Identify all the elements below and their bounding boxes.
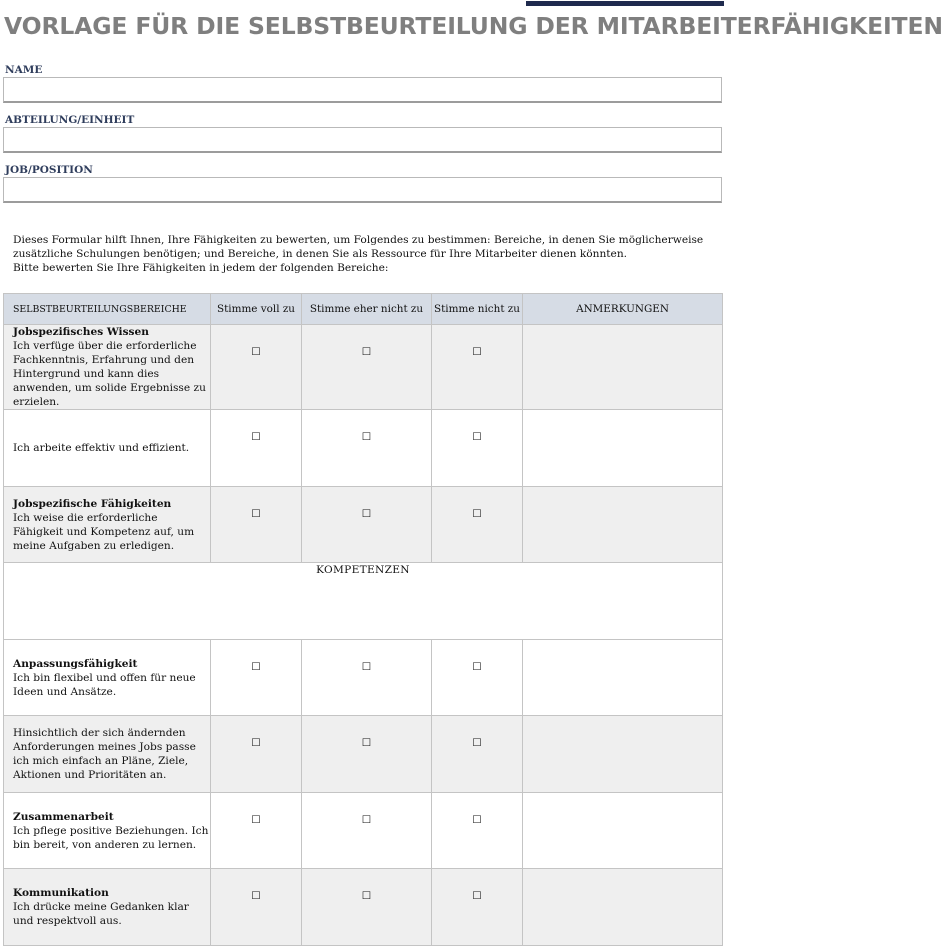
checkbox-somewhat-disagree[interactable]: ☐ <box>302 792 432 869</box>
checkbox-somewhat-disagree[interactable]: ☐ <box>302 325 432 410</box>
area-cell <box>4 792 211 869</box>
area-text: Ich drücke meine Gedanken klar und respektvoll aus. <box>13 901 189 927</box>
table-header-row <box>4 294 723 325</box>
department-label: ABTEILUNG/EINHEIT <box>5 114 135 126</box>
header-area: SELBSTBEURTEILUNGSBEREICHE <box>4 294 211 325</box>
checkbox-somewhat-disagree[interactable]: ☐ <box>302 486 432 563</box>
top-accent-bar <box>526 1 724 6</box>
name-input[interactable] <box>3 77 722 103</box>
department-input[interactable] <box>3 127 722 153</box>
area-title: Zusammenarbeit <box>13 810 114 823</box>
table-row <box>4 325 723 410</box>
area-cell <box>4 486 211 563</box>
comment-cell[interactable] <box>523 410 723 487</box>
area-cell <box>4 639 211 716</box>
checkbox-agree[interactable]: ☐ <box>211 716 302 793</box>
intro-instruction: Bitte bewerten Sie Ihre Fähigkeiten in jedem der folgenden Bereiche: <box>13 262 389 274</box>
assessment-table <box>3 293 723 946</box>
intro-paragraph: Dieses Formular hilft Ihnen, Ihre Fähigkeiten zu bewerten, um Folgendes zu bestimmen: Bereiche, in denen Sie möglicherweise zusätzliche Schulungen benötigen; und Bereiche, in denen Sie als Ressource für Ihre Mitarbeiter dienen könnten. <box>13 234 704 260</box>
checkbox-somewhat-disagree[interactable]: ☐ <box>302 410 432 487</box>
header-comments: ANMERKUNGEN <box>523 294 723 325</box>
comment-cell[interactable] <box>523 639 723 716</box>
area-title: Kommunikation <box>13 887 109 899</box>
table-row <box>4 792 723 869</box>
table-row <box>4 639 723 716</box>
checkbox-agree[interactable]: ☐ <box>211 639 302 716</box>
checkbox-disagree[interactable]: ☐ <box>432 325 523 410</box>
comment-cell[interactable] <box>523 869 723 946</box>
area-title: Anpassungsfähigkeit <box>13 657 138 670</box>
checkbox-disagree[interactable]: ☐ <box>432 486 523 563</box>
checkbox-agree[interactable]: ☐ <box>211 869 302 946</box>
area-text: Ich verfüge über die erforderliche Fachkenntnis, Erfahrung und den Hintergrund und kann dies anwenden, um solide Ergebnisse zu erzielen. <box>13 340 206 408</box>
area-cell <box>4 716 211 793</box>
position-label: JOB/POSITION <box>5 164 93 176</box>
page-title: VORLAGE FÜR DIE SELBSTBEURTEILUNG DER MITARBEITERFÄHIGKEITEN <box>4 12 943 40</box>
checkbox-disagree[interactable]: ☐ <box>432 792 523 869</box>
checkbox-disagree[interactable]: ☐ <box>432 639 523 716</box>
intro-text <box>13 233 718 275</box>
section-heading-competencies: KOMPETENZEN <box>4 563 723 640</box>
checkbox-somewhat-disagree[interactable]: ☐ <box>302 869 432 946</box>
comment-cell[interactable] <box>523 792 723 869</box>
header-disagree: Stimme nicht zu <box>432 294 523 325</box>
checkbox-disagree[interactable]: ☐ <box>432 410 523 487</box>
area-title: Jobspezifische Fähigkeiten <box>13 497 172 510</box>
checkbox-disagree[interactable]: ☐ <box>432 869 523 946</box>
area-title: Jobspezifisches Wissen <box>13 326 149 338</box>
header-somewhat-disagree: Stimme eher nicht zu <box>302 294 432 325</box>
checkbox-agree[interactable]: ☐ <box>211 486 302 563</box>
position-input[interactable] <box>3 177 722 203</box>
area-cell <box>4 410 211 487</box>
checkbox-agree[interactable]: ☐ <box>211 410 302 487</box>
checkbox-somewhat-disagree[interactable]: ☐ <box>302 639 432 716</box>
area-text: Ich weise die erforderliche Fähigkeit und Kompetenz auf, um meine Aufgaben zu erledigen. <box>13 511 195 552</box>
area-cell <box>4 869 211 946</box>
comment-cell[interactable] <box>523 716 723 793</box>
comment-cell[interactable] <box>523 486 723 563</box>
area-text: Ich arbeite effektiv und effizient. <box>13 441 190 454</box>
table-row <box>4 486 723 563</box>
checkbox-agree[interactable]: ☐ <box>211 325 302 410</box>
header-agree: Stimme voll zu <box>211 294 302 325</box>
area-cell <box>4 325 211 410</box>
section-row <box>4 563 723 640</box>
table-row <box>4 869 723 946</box>
checkbox-agree[interactable]: ☐ <box>211 792 302 869</box>
comment-cell[interactable] <box>523 325 723 410</box>
area-text: Ich pflege positive Beziehungen. Ich bin bereit, von anderen zu lernen. <box>13 824 209 851</box>
name-label: NAME <box>5 64 43 76</box>
checkbox-disagree[interactable]: ☐ <box>432 716 523 793</box>
table-row <box>4 410 723 487</box>
table-row <box>4 716 723 793</box>
checkbox-somewhat-disagree[interactable]: ☐ <box>302 716 432 793</box>
area-text: Hinsichtlich der sich ändernden Anforderungen meines Jobs passe ich mich einfach an Pläne, Ziele, Aktionen und Prioritäten an. <box>13 727 196 781</box>
area-text: Ich bin flexibel und offen für neue Ideen und Ansätze. <box>13 671 196 698</box>
